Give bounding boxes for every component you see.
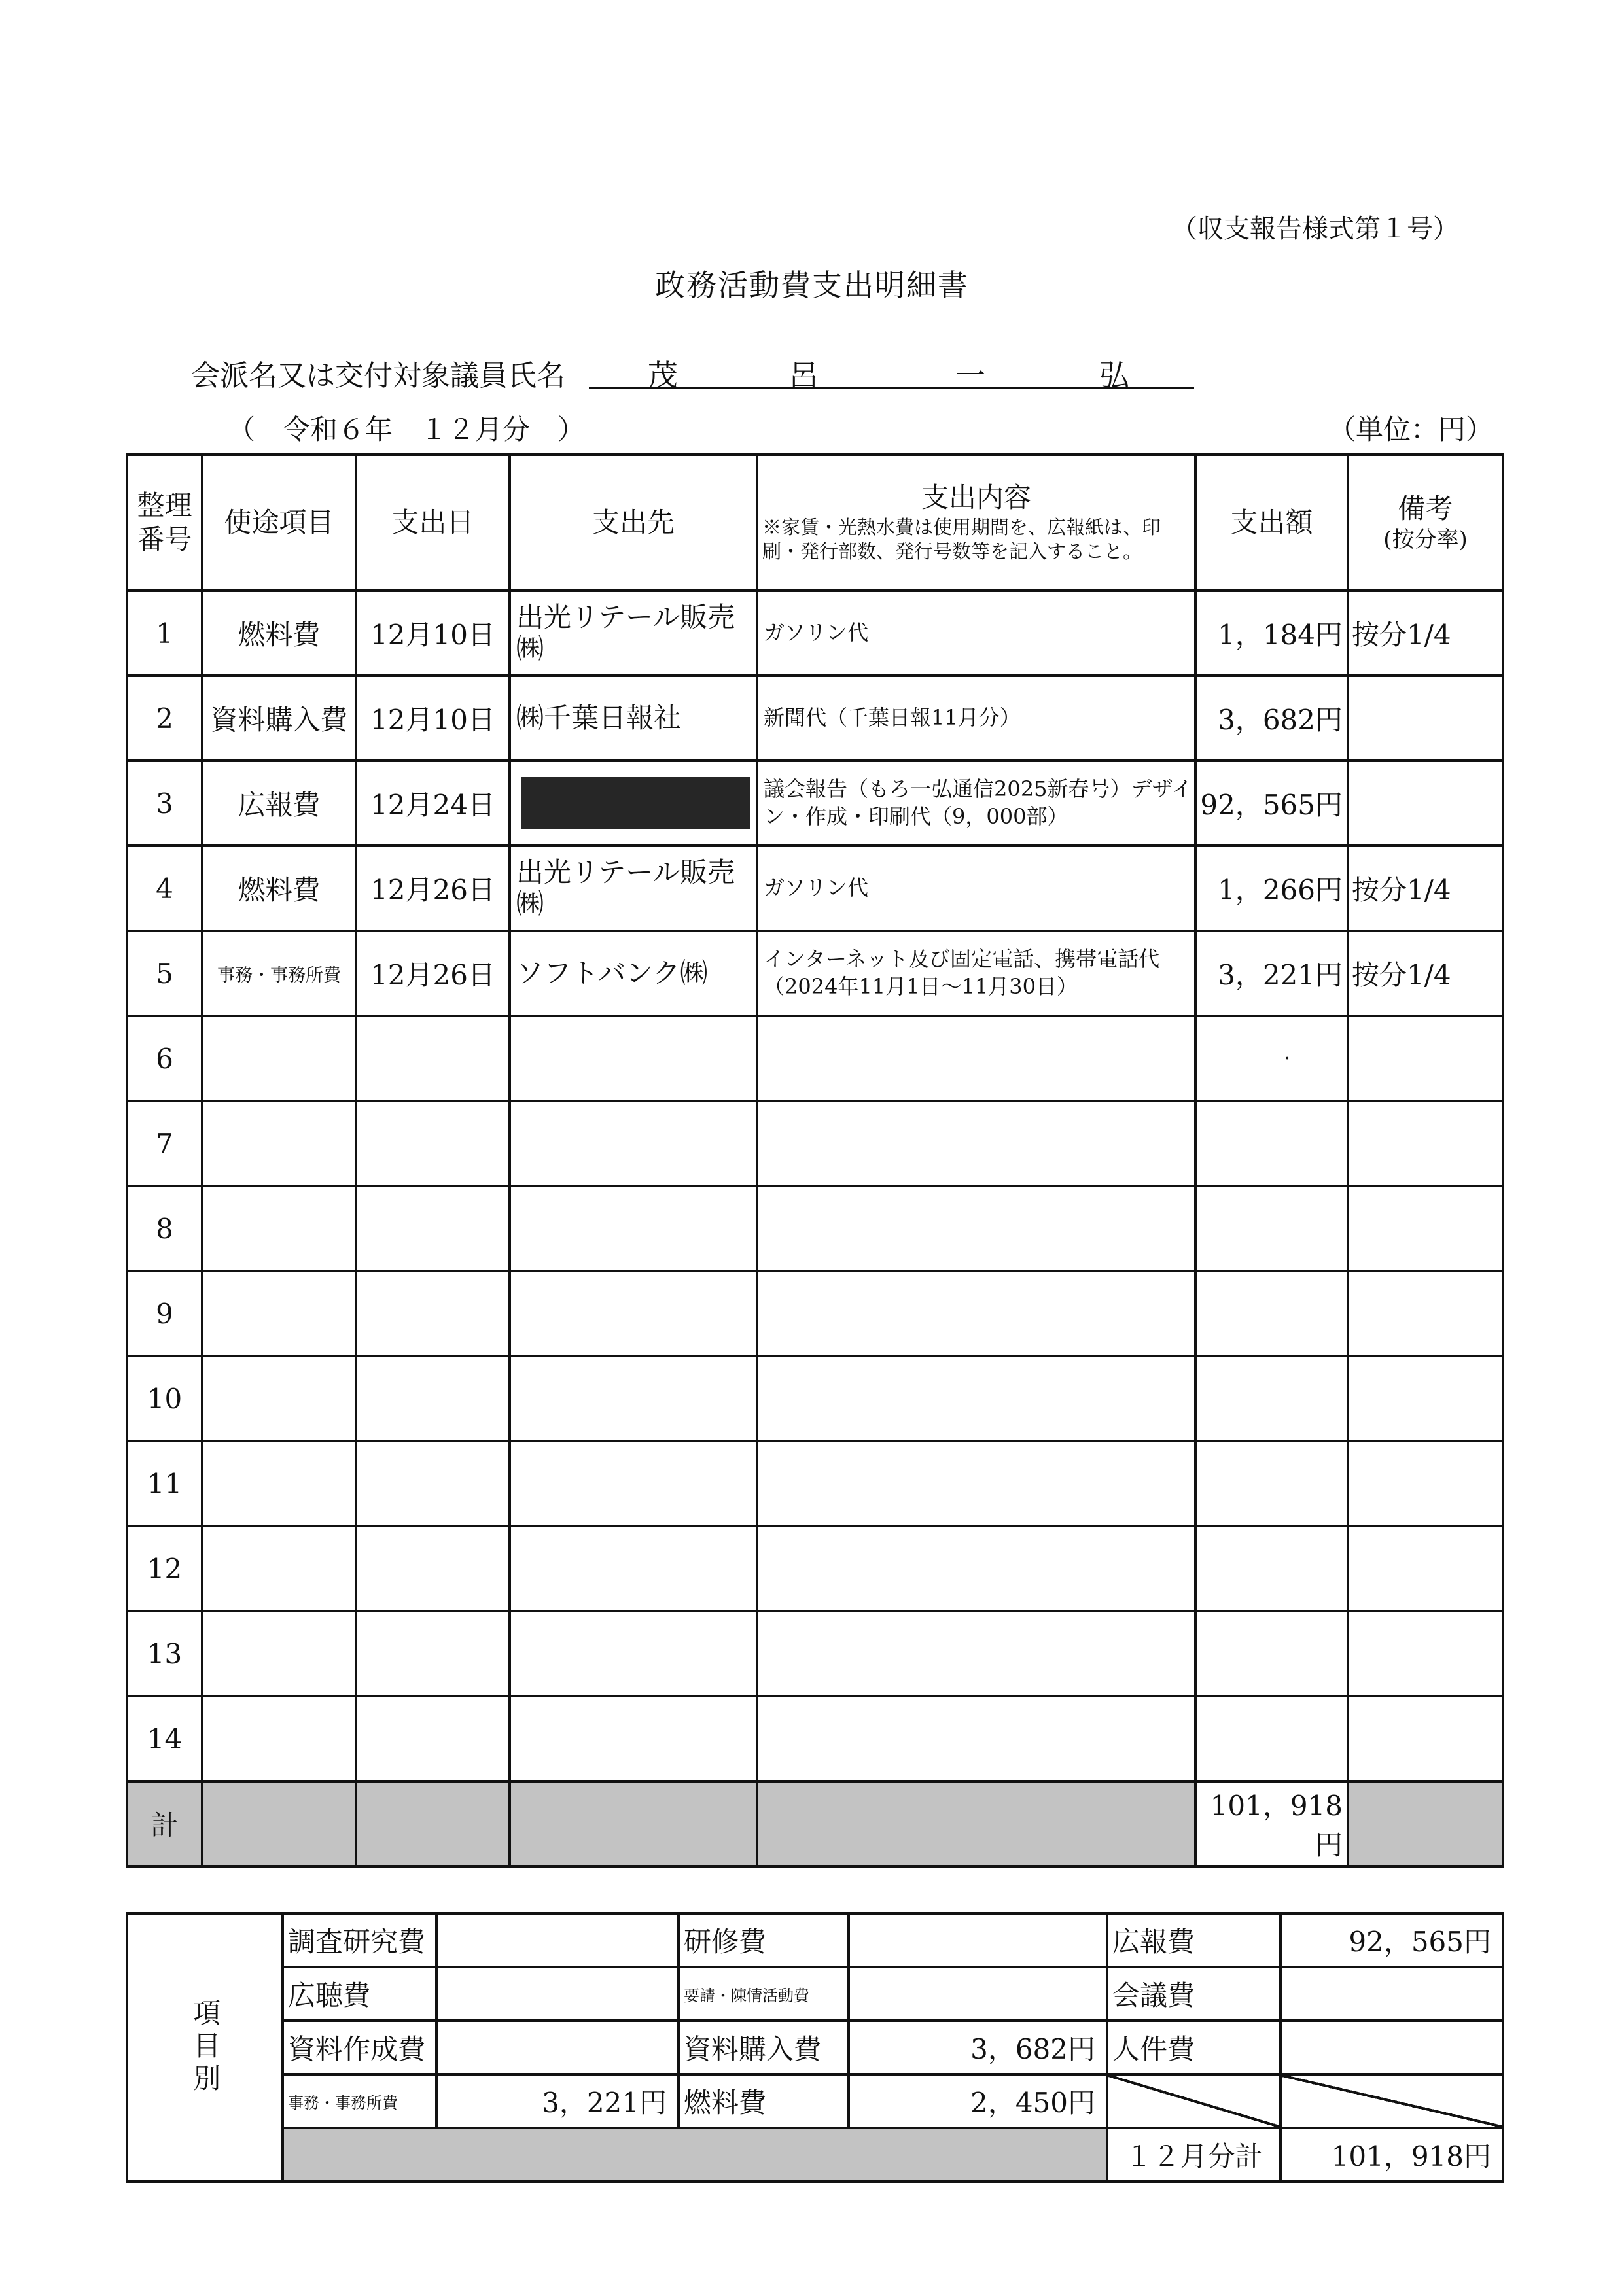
row-remarks bbox=[1348, 1356, 1503, 1441]
header-remarks-sub: (按分率) bbox=[1383, 527, 1468, 553]
row-date bbox=[356, 1101, 510, 1186]
table-row bbox=[127, 1101, 1503, 1186]
row-remarks: 按分1/4 bbox=[1348, 846, 1503, 931]
row-remarks bbox=[1348, 1101, 1503, 1186]
table-row bbox=[127, 761, 1503, 846]
table-row bbox=[127, 1441, 1503, 1526]
row-content bbox=[757, 1611, 1195, 1696]
header-no: 整理番号 bbox=[127, 455, 202, 591]
row-content bbox=[757, 1186, 1195, 1271]
table-row bbox=[127, 1696, 1503, 1781]
row-date bbox=[356, 1526, 510, 1611]
row-date bbox=[356, 1186, 510, 1271]
member-name-char-2: 呂 bbox=[788, 358, 819, 393]
total-label: 計 bbox=[127, 1781, 202, 1866]
crossed-out-cell bbox=[1280, 2074, 1503, 2128]
table-row bbox=[127, 591, 1503, 676]
summary-gray-filler bbox=[283, 2128, 1107, 2182]
row-remarks bbox=[1348, 1526, 1503, 1611]
table-row bbox=[127, 1526, 1503, 1611]
row-amount bbox=[1195, 1441, 1348, 1526]
row-no: 2 bbox=[127, 676, 202, 761]
row-content bbox=[757, 1101, 1195, 1186]
row-category bbox=[202, 1526, 356, 1611]
row-payee bbox=[510, 1271, 757, 1356]
reporting-period: （ 令和６年 １２月分 ） bbox=[228, 413, 586, 445]
row-date bbox=[356, 1016, 510, 1101]
header-category: 使途項目 bbox=[202, 455, 356, 591]
row-amount: 1，184円 bbox=[1195, 591, 1348, 676]
category-summary-table bbox=[126, 1912, 1504, 2183]
row-remarks: 按分1/4 bbox=[1348, 931, 1503, 1016]
row-content: ガソリン代 bbox=[757, 846, 1195, 931]
row-payee bbox=[510, 1101, 757, 1186]
row-amount: 1，266円 bbox=[1195, 846, 1348, 931]
row-amount bbox=[1195, 1356, 1348, 1441]
row-payee bbox=[510, 1016, 757, 1101]
header-amount: 支出額 bbox=[1195, 455, 1348, 591]
row-no: 4 bbox=[127, 846, 202, 931]
training-amount bbox=[849, 1913, 1107, 1967]
row-category bbox=[202, 1016, 356, 1101]
month-total-label: １２月分計 bbox=[1107, 2128, 1280, 2182]
table-row bbox=[127, 676, 1503, 761]
pr-label: 広報費 bbox=[1107, 1913, 1280, 1967]
row-no: 10 bbox=[127, 1356, 202, 1441]
hearing-label: 広聴費 bbox=[283, 1967, 436, 2021]
summary-row bbox=[127, 2074, 1503, 2128]
docs-amount bbox=[436, 2021, 679, 2074]
row-no: 14 bbox=[127, 1696, 202, 1781]
research-label: 調査研究費 bbox=[283, 1913, 436, 1967]
fuel-label: 燃料費 bbox=[679, 2074, 849, 2128]
row-date: 12月24日 bbox=[356, 761, 510, 846]
fuel-amount: 2，450円 bbox=[849, 2074, 1107, 2128]
table-row bbox=[127, 1186, 1503, 1271]
header-row bbox=[127, 455, 1503, 591]
personnel-label: 人件費 bbox=[1107, 2021, 1280, 2074]
row-category: 事務・事務所費 bbox=[202, 931, 356, 1016]
total-filler bbox=[356, 1781, 510, 1866]
row-remarks bbox=[1348, 1016, 1503, 1101]
row-no: 6 bbox=[127, 1016, 202, 1101]
row-payee bbox=[510, 1696, 757, 1781]
row-category: 広報費 bbox=[202, 761, 356, 846]
header-remarks-label: 備考 bbox=[1398, 492, 1453, 525]
row-no: 11 bbox=[127, 1441, 202, 1526]
petition-label: 要請・陳情活動費 bbox=[679, 1967, 849, 2021]
hearing-amount bbox=[436, 1967, 679, 2021]
row-remarks: 按分1/4 bbox=[1348, 591, 1503, 676]
row-category: 資料購入費 bbox=[202, 676, 356, 761]
row-no: 7 bbox=[127, 1101, 202, 1186]
office-amount: 3，221円 bbox=[436, 2074, 679, 2128]
row-date bbox=[356, 1356, 510, 1441]
total-amount: 101，918円 bbox=[1195, 1781, 1348, 1866]
row-no: 3 bbox=[127, 761, 202, 846]
purchase-label: 資料購入費 bbox=[679, 2021, 849, 2074]
row-remarks bbox=[1348, 676, 1503, 761]
row-amount bbox=[1195, 1611, 1348, 1696]
expense-detail-table bbox=[126, 453, 1504, 1868]
summary-row bbox=[127, 2021, 1503, 2074]
summary-total-row bbox=[127, 2128, 1503, 2182]
row-amount: 3，221円 bbox=[1195, 931, 1348, 1016]
row-date: 12月10日 bbox=[356, 591, 510, 676]
member-name-field bbox=[589, 341, 1194, 393]
row-content bbox=[757, 1696, 1195, 1781]
row-amount bbox=[1195, 1696, 1348, 1781]
row-content: ガソリン代 bbox=[757, 591, 1195, 676]
row-amount bbox=[1195, 1271, 1348, 1356]
row-remarks bbox=[1348, 1611, 1503, 1696]
research-amount bbox=[436, 1913, 679, 1967]
row-remarks bbox=[1348, 761, 1503, 846]
total-filler bbox=[510, 1781, 757, 1866]
row-payee bbox=[510, 1441, 757, 1526]
summary-side-label: 項目別 bbox=[127, 1913, 283, 2182]
row-no: 1 bbox=[127, 591, 202, 676]
header-content-label: 支出内容 bbox=[921, 481, 1031, 514]
petition-amount bbox=[849, 1967, 1107, 2021]
row-remarks bbox=[1348, 1441, 1503, 1526]
table-row bbox=[127, 1271, 1503, 1356]
row-category bbox=[202, 1441, 356, 1526]
row-date bbox=[356, 1441, 510, 1526]
row-payee bbox=[510, 1526, 757, 1611]
row-category bbox=[202, 1101, 356, 1186]
row-date bbox=[356, 1271, 510, 1356]
row-date bbox=[356, 1611, 510, 1696]
row-category bbox=[202, 1186, 356, 1271]
header-payee: 支出先 bbox=[510, 455, 757, 591]
row-amount: 3，682円 bbox=[1195, 676, 1348, 761]
office-label: 事務・事務所費 bbox=[283, 2074, 436, 2128]
row-category bbox=[202, 1271, 356, 1356]
row-category: 燃料費 bbox=[202, 846, 356, 931]
pr-amount: 92，565円 bbox=[1280, 1913, 1503, 1967]
member-name-char-1: 茂 bbox=[648, 358, 678, 393]
row-category: 燃料費 bbox=[202, 591, 356, 676]
row-date: 12月26日 bbox=[356, 846, 510, 931]
docs-label: 資料作成費 bbox=[283, 2021, 436, 2074]
member-name-char-4: 弘 bbox=[1099, 358, 1129, 393]
row-category bbox=[202, 1611, 356, 1696]
header-content-note: ※家賃・光熱水費は使用期間を、広報紙は、印刷・発行部数、発行号数等を記入すること。 bbox=[762, 515, 1161, 563]
summary-row bbox=[127, 1913, 1503, 1967]
row-payee: ソフトバンク㈱ bbox=[510, 931, 757, 1016]
row-amount bbox=[1195, 1186, 1348, 1271]
header-date: 支出日 bbox=[356, 455, 510, 591]
row-remarks bbox=[1348, 1271, 1503, 1356]
row-date bbox=[356, 1696, 510, 1781]
total-filler bbox=[202, 1781, 356, 1866]
month-total-amount: 101，918円 bbox=[1280, 2128, 1503, 2182]
training-label: 研修費 bbox=[679, 1913, 849, 1967]
table-row bbox=[127, 931, 1503, 1016]
purchase-amount: 3，682円 bbox=[849, 2021, 1107, 2074]
unit-label: （単位：円） bbox=[1328, 413, 1494, 445]
total-filler bbox=[757, 1781, 1195, 1866]
row-content: 議会報告（もろ一弘通信2025新春号）デザイン・作成・印刷代（9，000部） bbox=[757, 761, 1195, 846]
total-row bbox=[127, 1781, 1503, 1866]
row-payee-redacted bbox=[510, 761, 757, 846]
row-content bbox=[757, 1356, 1195, 1441]
row-date: 12月26日 bbox=[356, 931, 510, 1016]
row-no: 9 bbox=[127, 1271, 202, 1356]
header-content bbox=[757, 455, 1195, 591]
row-amount: 92，565円 bbox=[1195, 761, 1348, 846]
name-label: 会派名又は交付対象議員氏名 bbox=[191, 359, 565, 392]
row-amount bbox=[1195, 1526, 1348, 1611]
row-no: 13 bbox=[127, 1611, 202, 1696]
table-row bbox=[127, 1356, 1503, 1441]
meeting-label: 会議費 bbox=[1107, 1967, 1280, 2021]
meeting-amount bbox=[1280, 1967, 1503, 2021]
member-name-char-3: 一 bbox=[955, 358, 985, 393]
document-title: 政務活動費支出明細書 bbox=[655, 268, 969, 303]
row-content bbox=[757, 1441, 1195, 1526]
row-payee: 出光リテール販売㈱ bbox=[510, 591, 757, 676]
row-content bbox=[757, 1526, 1195, 1611]
row-no: 12 bbox=[127, 1526, 202, 1611]
total-filler bbox=[1348, 1781, 1503, 1866]
row-amount bbox=[1195, 1016, 1348, 1101]
row-content bbox=[757, 1016, 1195, 1101]
row-payee bbox=[510, 1611, 757, 1696]
row-category bbox=[202, 1356, 356, 1441]
personnel-amount bbox=[1280, 2021, 1503, 2074]
row-remarks bbox=[1348, 1186, 1503, 1271]
redaction-block bbox=[521, 777, 750, 829]
row-no: 5 bbox=[127, 931, 202, 1016]
row-payee bbox=[510, 1186, 757, 1271]
summary-row bbox=[127, 1967, 1503, 2021]
row-category bbox=[202, 1696, 356, 1781]
table-row bbox=[127, 1016, 1503, 1101]
row-content: インターネット及び固定電話、携帯電話代（2024年11月1日～11月30日） bbox=[757, 931, 1195, 1016]
table-row bbox=[127, 846, 1503, 931]
row-amount bbox=[1195, 1101, 1348, 1186]
header-remarks bbox=[1348, 455, 1503, 591]
stray-mark: · bbox=[1284, 1047, 1290, 1070]
form-number: （収支報告様式第１号） bbox=[1171, 214, 1459, 244]
row-date: 12月10日 bbox=[356, 676, 510, 761]
row-payee: 出光リテール販売㈱ bbox=[510, 846, 757, 931]
row-remarks bbox=[1348, 1696, 1503, 1781]
row-no: 8 bbox=[127, 1186, 202, 1271]
table-row bbox=[127, 1611, 1503, 1696]
crossed-out-cell bbox=[1107, 2074, 1280, 2128]
row-content bbox=[757, 1271, 1195, 1356]
row-content: 新聞代（千葉日報11月分） bbox=[757, 676, 1195, 761]
row-payee: ㈱千葉日報社 bbox=[510, 676, 757, 761]
row-payee bbox=[510, 1356, 757, 1441]
